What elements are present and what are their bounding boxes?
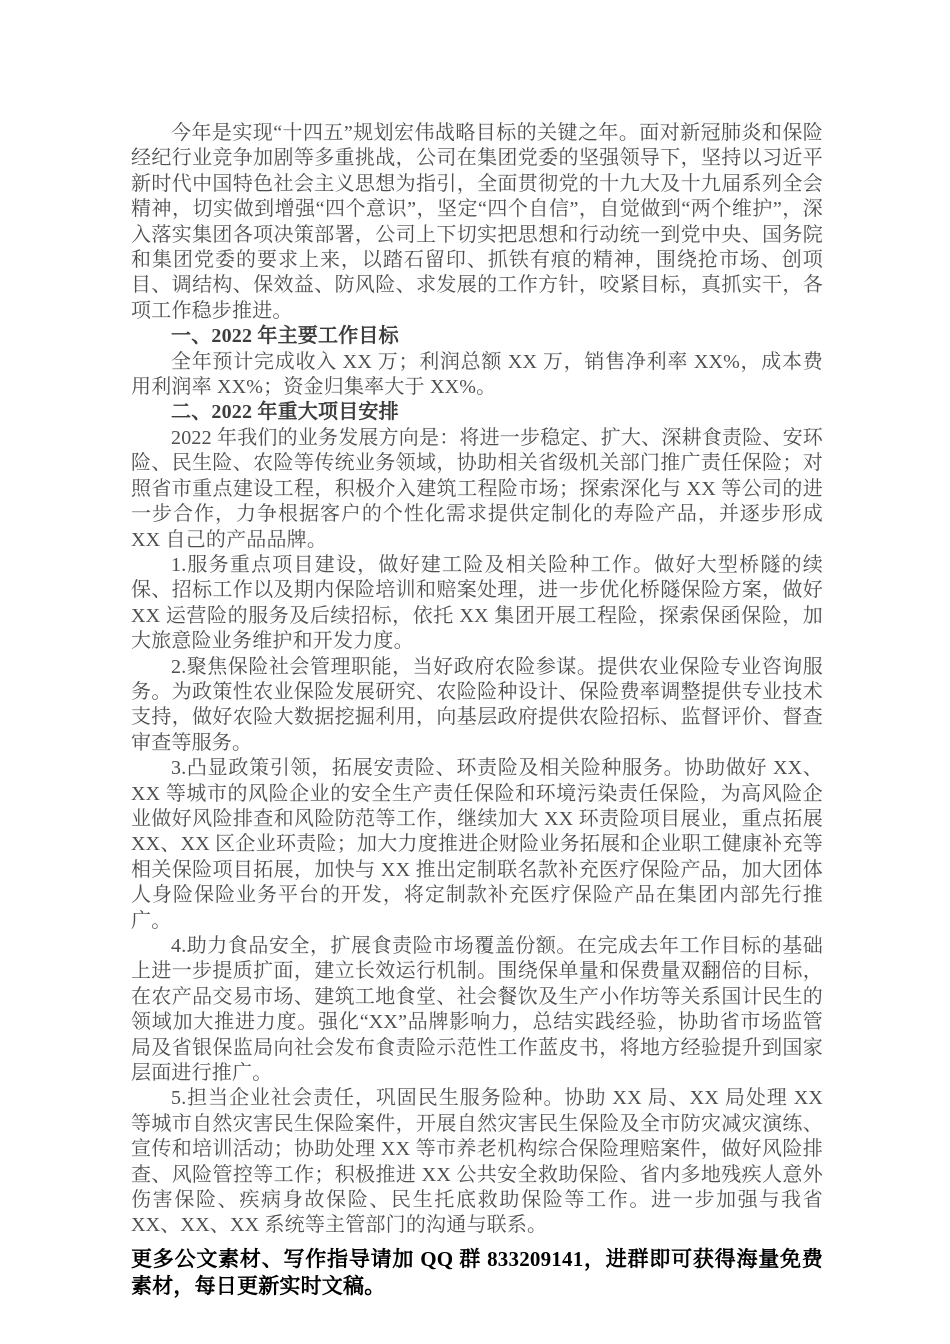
- item-2-paragraph: 2.聚焦保险社会管理职能，当好政府农险参谋。提供农业保险专业咨询服务。为政策性农业保险发展研究、农险险种设计、保险费率调整提供专业技术支持，做好农险大数据挖掘利用，向基层政府提供农险招标、监督评价、督查审查等服务。: [131, 655, 823, 754]
- item-1-paragraph: 1.服务重点项目建设，做好建工险及相关险种工作。做好大型桥隧的续保、招标工作以及期内保险培训和赔案处理，进一步优化桥隧保险方案，做好 XX 运营险的服务及后续招标，依托 XX 集团开展工程险，探索保函保险，加大旅意险业务维护和开发力度。: [131, 553, 823, 653]
- section-2-heading: 二、2022 年重大项目安排: [171, 401, 399, 424]
- annual-targets-paragraph: 全年预计完成收入 XX 万；利润总额 XX 万，销售净利率 XX%，成本费用利润率 XX%；资金归集率大于 XX%。: [131, 350, 823, 399]
- intro-paragraph: 今年是实现“十四五”规划宏伟战略目标的关键之年。面对新冠肺炎和保险经纪行业竞争加剧等多重挑战，公司在集团党委的坚强领导下，坚持以习近平新时代中国特色社会主义思想为指引，全面贯彻党的十九大及十九届系列全会精神，切实做到增强“四个意识”，坚定“四个自信”，自觉做到“两个维护”，深入落实集团各项决策部署，公司上下切实把思想和行动统一到党中央、国务院和集团党委的要求上来，以踏石留印、抓铁有痕的精神，围绕抢市场、创项目、调结构、保效益、防风险、求发展的工作方针，咬紧目标，真抓实干，各项工作稳步推进。: [131, 122, 823, 322]
- business-direction-paragraph: 2022 年我们的业务发展方向是：将进一步稳定、扩大、深耕食责险、安环险、民生险、农险等传统业务领域，协助相关省级机关部门推广责任保险；对照省市重点建设工程，积极介入建筑工程险市场；探索深化与 XX 等公司的进一步合作，力争根据客户的个性化需求提供定制化的寿险产品，并逐步形成 XX 自己的产品品牌。: [131, 426, 823, 551]
- item-5-paragraph: 5.担当企业社会责任，巩固民生服务险种。协助 XX 局、XX 局处理 XX 等城市自然灾害民生保险案件，开展自然灾害民生保险及全市防灾减灾演练、宣传和培训活动；协助处理 XX 等市养老机构综合保险理赔案件，做好风险排查、风险管控等工作；积极推进 XX 公共安全救助保险、省内多地残疾人意外伤害保险、疾病身故保险、民生托底救助保险等工作。进一步加强与我省 XX、XX、XX 系统等主管部门的沟通与联系。: [131, 1087, 823, 1237]
- section-1-heading: 一、2022 年主要工作目标: [171, 325, 399, 348]
- promo-footer-note: 更多公文素材、写作指导请加 QQ 群 833209141，进群即可获得海量免费素材，每日更新实时文稿。: [131, 1246, 823, 1298]
- item-3-paragraph: 3.凸显政策引领，拓展安责险、环责险及相关险种服务。协助做好 XX、XX 等城市的风险企业的安全生产责任保险和环境污染责任保险，为高风险企业做好风险排查和风险防范等工作，继续加大 XX 环责险项目展业，重点拓展 XX、XX 区企业环责险；加大力度推进企财险业务拓展和企业职工健康补充等相关保险项目拓展，加快与 XX 推出定制联名款补充医疗保险产品，加大团体人身险保险业务平台的开发，将定制款补充医疗保险产品在集团内部先行推广。: [131, 757, 823, 932]
- item-4-paragraph: 4.助力食品安全，扩展食责险市场覆盖份额。在完成去年工作目标的基础上进一步提质扩面，建立长效运行机制。围绕保单量和保费量双翻倍的目标，在农产品交易市场、建筑工地食堂、社会餐饮及生产小作坊等关系国计民生的领域加大推进力度。强化“XX”品牌影响力，总结实践经验，协助省市场监管局及省银保监局向社会发布食责险示范性工作蓝皮书，将地方经验提升到国家层面进行推广。: [131, 935, 823, 1085]
